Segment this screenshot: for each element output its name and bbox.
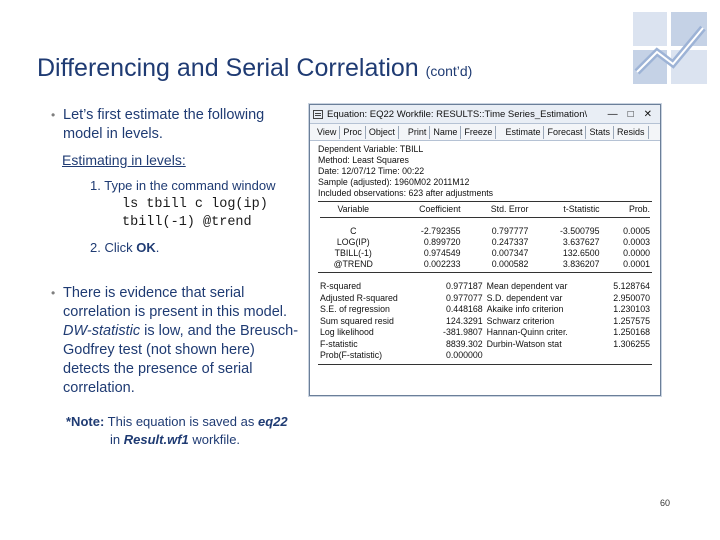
code-line-2: tbill(-1) @trend [122, 215, 252, 230]
bullet-serial-correlation [51, 284, 301, 398]
note-label: *Note: [66, 414, 105, 429]
stats-button[interactable]: Stats [586, 126, 614, 139]
object-button[interactable]: Object [366, 126, 399, 139]
bullet2-italic: DW-statistic [63, 323, 141, 339]
col-prob: Prob. [628, 204, 650, 214]
slide-title [37, 54, 472, 83]
table-row: C -2.792355 0.797777 -3.500795 0.0005 [350, 226, 650, 236]
code-line-1: ls tbill c log(ip) [122, 197, 268, 212]
note-text1: This equation is saved as [104, 414, 258, 429]
table-row: @TREND 0.002233 0.000582 3.836207 0.0001 [333, 259, 650, 269]
estimation-output [310, 141, 660, 365]
coefficient-table [318, 204, 652, 270]
window-controls [608, 109, 660, 120]
bullet2-part2: is low, and the Breusch-Godfrey test (not shown here) detects the presence of serial correlation. [63, 323, 299, 396]
table-row: LOG(IP) 0.899720 0.247337 3.637627 0.0003 [336, 237, 650, 247]
col-t-statistic: t-Statistic [563, 204, 600, 214]
header-date: Date: 12/07/12 Time: 00:22 [318, 166, 425, 176]
table-row: Sum squared resid 124.3291 Schwarz criterion 1.257575 [320, 315, 650, 326]
table-row: Adjusted R-squared 0.977077 S.D. dependent var 2.950070 [320, 292, 650, 303]
view-button[interactable]: View [314, 126, 340, 139]
header-observations: Included observations: 623 after adjustments [318, 188, 494, 198]
col-coefficient: Coefficient [419, 204, 461, 214]
name-button[interactable]: Name [430, 126, 461, 139]
bullet-icon: • [51, 286, 56, 300]
bullet2-part1: There is evidence that serial correlation is present in this model. [63, 285, 288, 320]
step-1: 1. Type in the command window [90, 178, 276, 193]
note-line-2 [66, 431, 288, 449]
bullet-icon: • [51, 108, 56, 122]
header-dependent: Dependent Variable: TBILL [318, 144, 424, 154]
subheading-estimating: Estimating in levels: [62, 152, 186, 168]
step-2-ok: OK [136, 240, 156, 255]
resids-button[interactable]: Resids [614, 126, 649, 139]
step-2-suffix: . [155, 240, 160, 255]
slide-title-main: Differencing and Serial Correlation [37, 54, 419, 82]
bullet-estimate-levels [51, 106, 301, 144]
close-icon[interactable]: ✕ [643, 108, 652, 120]
proc-button[interactable]: Proc [340, 126, 366, 139]
bullet-text [51, 284, 301, 398]
freeze-button[interactable]: Freeze [461, 126, 496, 139]
step-2-prefix: 2. Click [90, 240, 137, 255]
summary-stats-table [318, 281, 652, 362]
step-2 [90, 238, 159, 257]
note-file: Result.wf1 [123, 432, 189, 447]
window-titlebar[interactable] [310, 105, 660, 124]
minimize-icon[interactable]: — [607, 108, 618, 120]
table-row: Log likelihood -381.9807 Hannan-Quinn criter. 1.250168 [320, 327, 650, 337]
coef-header-row [318, 204, 652, 215]
chart-logo-icon [633, 12, 707, 84]
forecast-button[interactable]: Forecast [544, 126, 586, 139]
note-text3: workfile. [188, 432, 241, 447]
header-sample: Sample (adjusted): 1960M02 2011M12 [318, 177, 470, 187]
table-row: Prob(F-statistic) 0.000000 [320, 350, 483, 360]
slide-title-suffix: (cont’d) [425, 63, 473, 79]
window-title: Equation: EQ22 Workfile: RESULTS::Time Series_Estimation\ [327, 108, 588, 120]
note [66, 413, 288, 449]
page-number: 60 [660, 498, 671, 508]
note-eq: eq22 [257, 414, 288, 429]
window-toolbar [310, 124, 660, 141]
table-row: F-statistic 8839.302 Durbin-Watson stat 1.306255 [320, 338, 650, 349]
col-std-error: Std. Error [490, 204, 529, 214]
note-text2: in [110, 432, 124, 447]
table-row: R-squared 0.977187 Mean dependent var 5.128764 [320, 281, 650, 291]
print-button[interactable]: Print [405, 126, 431, 139]
col-variable: Variable [337, 204, 370, 214]
maximize-icon[interactable]: □ [627, 108, 634, 120]
table-row: S.E. of regression 0.448168 Akaike info criterion 1.230103 [320, 304, 650, 314]
bullet-text: Let’s first estimate the following model in levels. [63, 107, 265, 142]
eviews-equation-window [309, 104, 661, 396]
window-icon [313, 110, 323, 119]
command-code [122, 196, 268, 232]
note-line-1 [66, 414, 288, 429]
estimate-button[interactable]: Estimate [502, 126, 544, 139]
table-row: TBILL(-1) 0.974549 0.007347 132.6500 0.0000 [334, 248, 650, 258]
header-method: Method: Least Squares [318, 155, 409, 165]
